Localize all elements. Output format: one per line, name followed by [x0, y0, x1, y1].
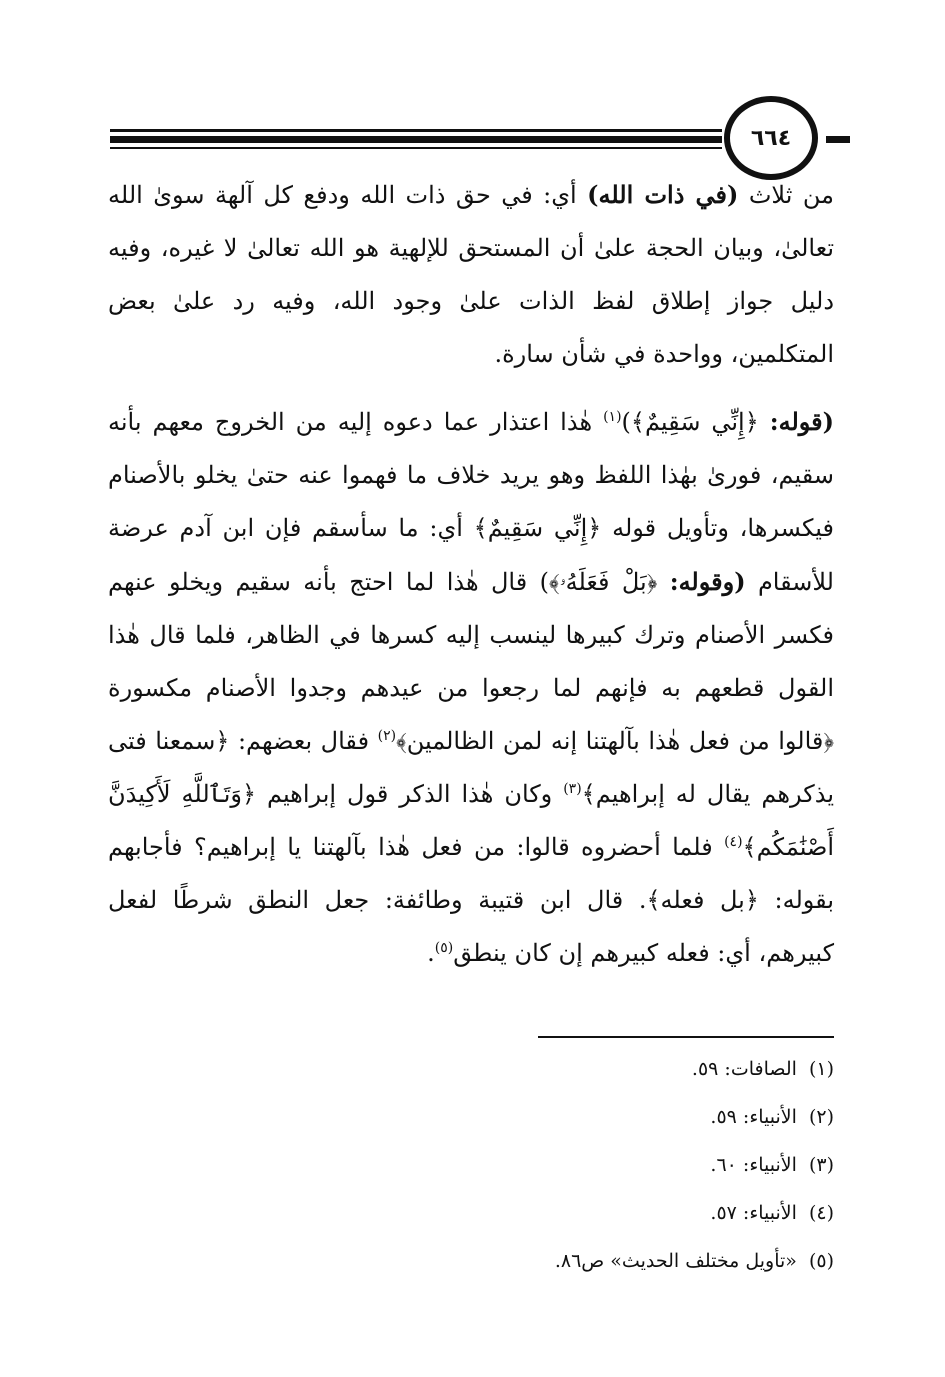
header-rule-thick [110, 136, 722, 143]
text-run: من ثلاث [738, 181, 834, 209]
text-run: . [427, 939, 435, 967]
header-rule-right [826, 136, 850, 143]
paragraph-1 [108, 168, 834, 381]
text-run: أي: في حق ذات الله ودفع كل آلهة سوىٰ الله تعالىٰ، وبيان الحجة علىٰ أن المستحق للإلهية هو الله تعالىٰ لا غيره، وفيه دليل جواز إطلاق لفظ الذات علىٰ وجود الله، وفيه رد علىٰ بعض المتكلمين، وواحدة في شأن سارة. [108, 181, 834, 368]
text-run: فلما أحضروه قالوا: من فعل هٰذا بآلهتنا يا إبراهيم؟ فأجابهم بقوله: ﴿بل فعله﴾. قال ابن قتيبة وطائفة: جعل النطق شرطًا لفعل كبيرهم، أي: فعله كبيرهم إن كان ينطق [108, 833, 834, 967]
footnote-text: الصافات: ٥٩. [691, 1058, 797, 1080]
text-run: وكان هٰذا الذكر قول إبراهيم ﴿وَتَٱللَّهِ لَأَكِيدَنَّ أَصْنَٰمَكُم﴾ [108, 780, 834, 861]
page-number: ٦٦٤ [750, 125, 792, 151]
footnote-number: (٢) [808, 1106, 834, 1128]
text-run: هٰذا اعتذار عما دعوه إليه من الخروج معهم بأنه سقيم، فورىٰ بهٰذا اللفظ وهو يريد خلاف ما فهموا عنه حتىٰ يخلو بالأصنام فيكسرها، وتأويل قوله ﴿إِنِّي سَقِيمٌ﴾ أي: ما سأسقم فإن ابن آدم عرضة للأسقام [108, 408, 834, 596]
bold-phrase: (وقوله: [669, 567, 746, 596]
footnote-text: الأنبياء: ٦٠. [710, 1154, 797, 1176]
paragraph-2 [108, 395, 834, 980]
bold-phrase: (في ذات الله) [587, 180, 739, 209]
text-run: فقال بعضهم: ﴿سمعنا فتى يذكرهم يقال له إبراهيم﴾ [108, 727, 834, 808]
footnote-item [300, 1189, 834, 1237]
main-text [108, 168, 834, 980]
header-rule-thin-top [110, 129, 722, 132]
footnote-ref-1[interactable]: (١) [603, 409, 622, 425]
footnote-text: الأنبياء: ٥٩. [710, 1106, 797, 1128]
footnote-item [300, 1237, 834, 1285]
footnote-ref-5[interactable]: (٥) [434, 940, 454, 956]
footnote-number: (١) [808, 1058, 834, 1080]
footnote-number: (٤) [808, 1202, 834, 1224]
footnote-number: (٥) [808, 1250, 834, 1272]
footnote-item [300, 1045, 834, 1093]
footnote-ref-2[interactable]: (٢) [377, 728, 397, 744]
bold-phrase: (قوله: [769, 407, 834, 436]
footnote-text: «تأويل مختلف الحديث» ص٨٦. [554, 1250, 797, 1272]
footnote-item [300, 1141, 834, 1189]
footnote-text: الأنبياء: ٥٧. [710, 1202, 797, 1224]
footnote-ref-3[interactable]: (٣) [563, 781, 582, 797]
footnote-item [300, 1093, 834, 1141]
footnotes [300, 1045, 834, 1285]
quran-quote: ﴿إِنِّي سَقِيمٌ﴾) [621, 408, 770, 436]
header-rule-thin-bottom [110, 147, 722, 149]
footnote-number: (٣) [808, 1154, 834, 1176]
text-run: ﴿بَلْ فَعَلَهُۥ﴾) قال هٰذا لما احتج بأنه سقيم ويخلو عنهم فكسر الأصنام وترك كبيرها لينسب إليه كسرها في الظاهر، فلما قال هٰذا القول قطعهم به فإنهم لما رجعوا من عيدهم وجدوا الأصنام مكسورة ﴿قالوا من فعل هٰذا بآلهتنا إنه لمن الظالمين﴾ [108, 568, 835, 755]
footnote-ref-4[interactable]: (٤) [724, 834, 743, 850]
footnote-divider [538, 1036, 834, 1038]
